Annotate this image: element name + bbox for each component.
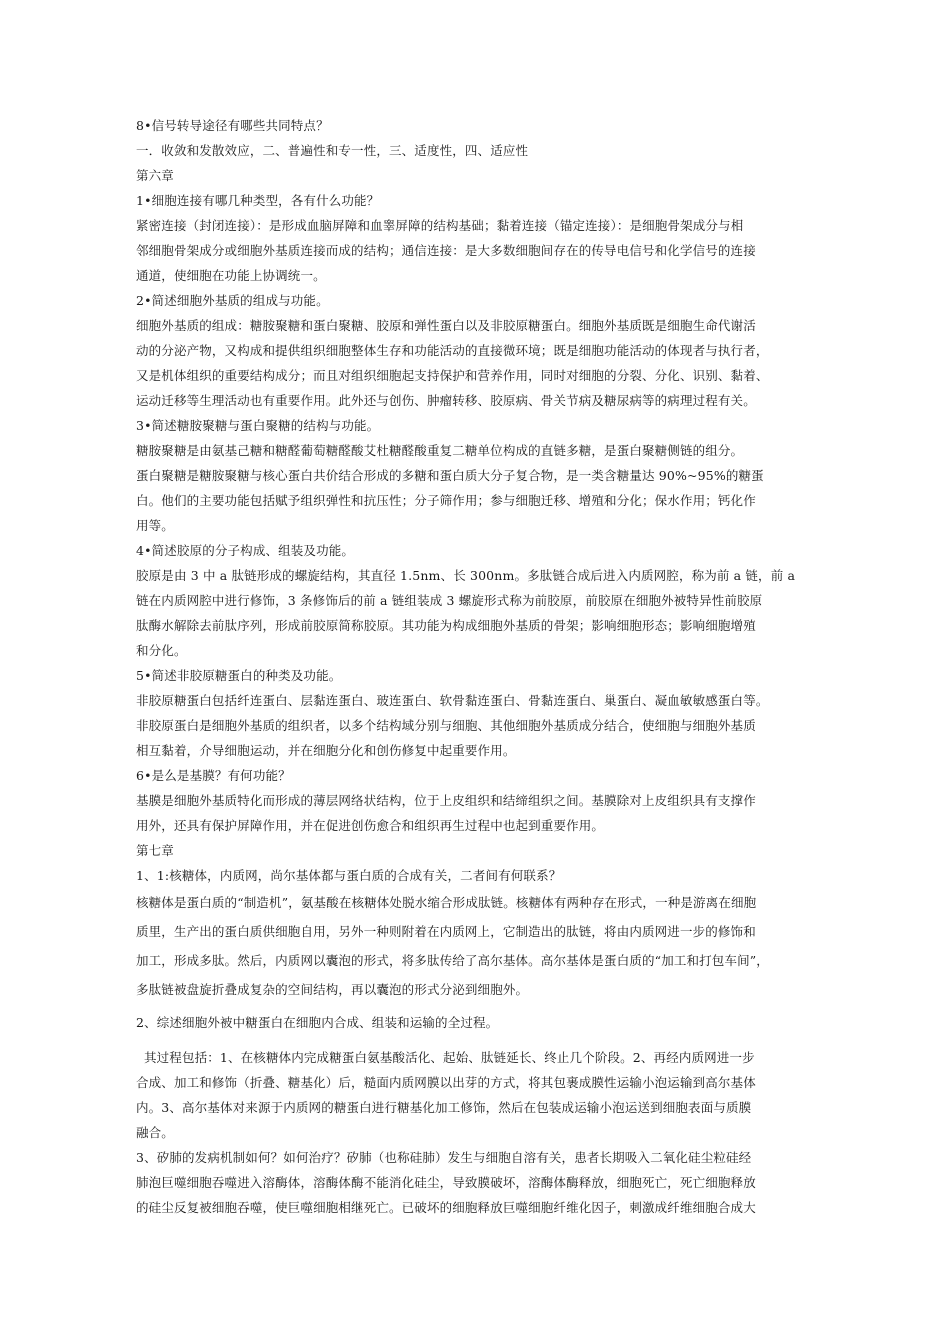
answer-text: 通道，使细胞在功能上协调统一。 xyxy=(136,268,326,283)
question-heading: 5•简述非胶原糖蛋白的种类及功能。 xyxy=(136,668,342,683)
answer-text: 白。他们的主要功能包括赋予组织弹性和抗压性；分子筛作用；参与细胞迁移、增殖和分化；保水作用；钙化作 xyxy=(136,493,756,508)
question-heading: 8•信号转导途径有哪些共同特点？ xyxy=(136,118,329,133)
answer-text: 链在内质网腔中进行修饰，3 条修饰后的前 a 链组装成 3 螺旋形式称为前胶原，前胶原在细胞外被特异性前胶原 xyxy=(136,593,763,608)
answer-text: 相互黏着，介导细胞运动，并在细胞分化和创伤修复中起重要作用。 xyxy=(136,743,516,758)
document-page xyxy=(136,113,816,1220)
answer-text: 紧密连接（封闭连接）：是形成血脑屏障和血睾屏障的结构基础；黏着连接（锚定连接）：是细胞骨架成分与相 xyxy=(136,218,744,233)
answer-text: 用等。 xyxy=(136,518,174,533)
answer-text: 加工，形成多肽。然后，内质网以囊泡的形式，将多肽传给了高尔基体。高尔基体是蛋白质的“加工和打包车间”， xyxy=(136,953,769,968)
answer-text: 多肽链被盘旋折叠成复杂的空间结构，再以囊泡的形式分泌到细胞外。 xyxy=(136,982,529,997)
answer-text: 动的分泌产物，又构成和提供组织细胞整体生存和功能活动的直接微环境；既是细胞功能活动的体现者与执行者， xyxy=(136,343,769,358)
question-heading: 6•是么是基膜？有何功能？ xyxy=(136,768,291,783)
answer-text: 邻细胞骨架成分或细胞外基质连接而成的结构；通信连接：是大多数细胞间存在的传导电信号和化学信号的连接 xyxy=(136,243,756,258)
answer-text: 合成、加工和修饰（折叠、糖基化）后，糙面内质网膜以出芽的方式，将其包裹成膜性运输小泡运输到高尔基体 xyxy=(136,1075,756,1090)
chapter-heading: 第七章 xyxy=(136,843,174,858)
answer-text: 糖胺聚糖是由氨基己糖和糖醛葡萄糖醛酸艾杜糖醛酸重复二糖单位构成的直链多糖，是蛋白聚糖侧链的组分。 xyxy=(136,443,744,458)
question-heading: 1、1:核糖体，内质网，尚尔基体都与蛋白质的合成有关，二者间有何联系？ xyxy=(136,868,562,883)
question-heading: 3、矽肺的发病机制如何？如何治疗？矽肺（也称硅肺）发生与细胞自溶有关，患者长期吸入二氧化硅尘粒硅经 xyxy=(136,1150,752,1165)
question-heading: 4•简述胶原的分子构成、组装及功能。 xyxy=(136,543,355,558)
answer-text: 胶原是由 3 中 a 肽链形成的螺旋结构，其直径 1.5nm、长 300nm。多肽链合成后进入内质网腔，称为前 a 链，前 a xyxy=(136,568,796,583)
answer-text: 质里，生产出的蛋白质供细胞自用，另外一种则附着在内质网上，它制造出的肽链，将由内质网进一步的修饰和 xyxy=(136,924,756,939)
answer-text: 一．收敛和发散效应，二、普遍性和专一性，三、适度性，四、适应性 xyxy=(136,143,529,158)
chapter-heading: 第六章 xyxy=(136,168,174,183)
question-heading: 2、综述细胞外被中糖蛋白在细胞内合成、组装和运输的全过程。 xyxy=(136,1015,499,1030)
question-heading: 3•简述糖胺聚糖与蛋白聚糖的结构与功能。 xyxy=(136,418,380,433)
answer-text: 核糖体是蛋白质的“制造机”，氨基酸在核糖体处脱水缩合形成肽链。核糖体有两种存在形式，一种是游离在细胞 xyxy=(136,895,757,910)
answer-text: 用外，还具有保护屏障作用，并在促进创伤愈合和组织再生过程中也起到重要作用。 xyxy=(136,818,605,833)
answer-text: 肺泡巨噬细胞吞噬进入溶酶体，溶酶体酶不能消化硅尘，导致膜破坏，溶酶体酶释放，细胞死亡，死亡细胞释放 xyxy=(136,1175,756,1190)
answer-text: 肽酶水解除去前肽序列，形成前胶原简称胶原。其功能为构成细胞外基质的骨架；影响细胞形态；影响细胞增殖 xyxy=(136,618,756,633)
question-heading: 2•简述细胞外基质的组成与功能。 xyxy=(136,293,329,308)
question-heading: 1•细胞连接有哪几种类型，各有什么功能？ xyxy=(136,193,380,208)
answer-text: 细胞外基质的组成：糖胺聚糖和蛋白聚糖、胶原和弹性蛋白以及非胶原糖蛋白。细胞外基质既是细胞生命代谢活 xyxy=(136,318,756,333)
answer-text: 又是机体组织的重要结构成分；而且对组织细胞起支持保护和营养作用，同时对细胞的分裂、分化、识别、黏着、 xyxy=(136,368,769,383)
answer-text: 内。3、高尔基体对来源于内质网的糖蛋白进行糖基化加工修饰，然后在包装成运输小泡运送到细胞表面与质膜 xyxy=(136,1100,752,1115)
answer-text: 融合。 xyxy=(136,1125,174,1140)
answer-text: 蛋白聚糖是糖胺聚糖与核心蛋白共价结合形成的多糖和蛋白质大分子复合物，是一类含糖量达 90%~95%的糖蛋 xyxy=(136,468,764,483)
answer-text: 基膜是细胞外基质特化而形成的薄层网络状结构，位于上皮组织和结缔组织之间。基膜除对上皮组织具有支撑作 xyxy=(136,793,756,808)
answer-text: 其过程包括：1、在核糖体内完成糖蛋白氨基酸活化、起始、肽链延长、终止几个阶段。2、再经内质网进一步 xyxy=(144,1050,755,1065)
answer-text: 非胶原蛋白是细胞外基质的组织者，以多个结构域分别与细胞、其他细胞外基质成分结合，使细胞与细胞外基质 xyxy=(136,718,756,733)
answer-text: 的硅尘反复被细胞吞噬，使巨噬细胞相继死亡。已破坏的细胞释放巨噬细胞纤维化因子，刺激成纤维细胞合成大 xyxy=(136,1200,756,1215)
answer-text: 非胶原糖蛋白包括纤连蛋白、层黏连蛋白、玻连蛋白、软骨黏连蛋白、骨黏连蛋白、巢蛋白、凝血敏敏感蛋白等。 xyxy=(136,693,769,708)
answer-text: 运动迁移等生理活动也有重要作用。此外还与创伤、肿瘤转移、胶原病、骨关节病及糖尿病等的病理过程有关。 xyxy=(136,393,756,408)
answer-text: 和分化。 xyxy=(136,643,187,658)
